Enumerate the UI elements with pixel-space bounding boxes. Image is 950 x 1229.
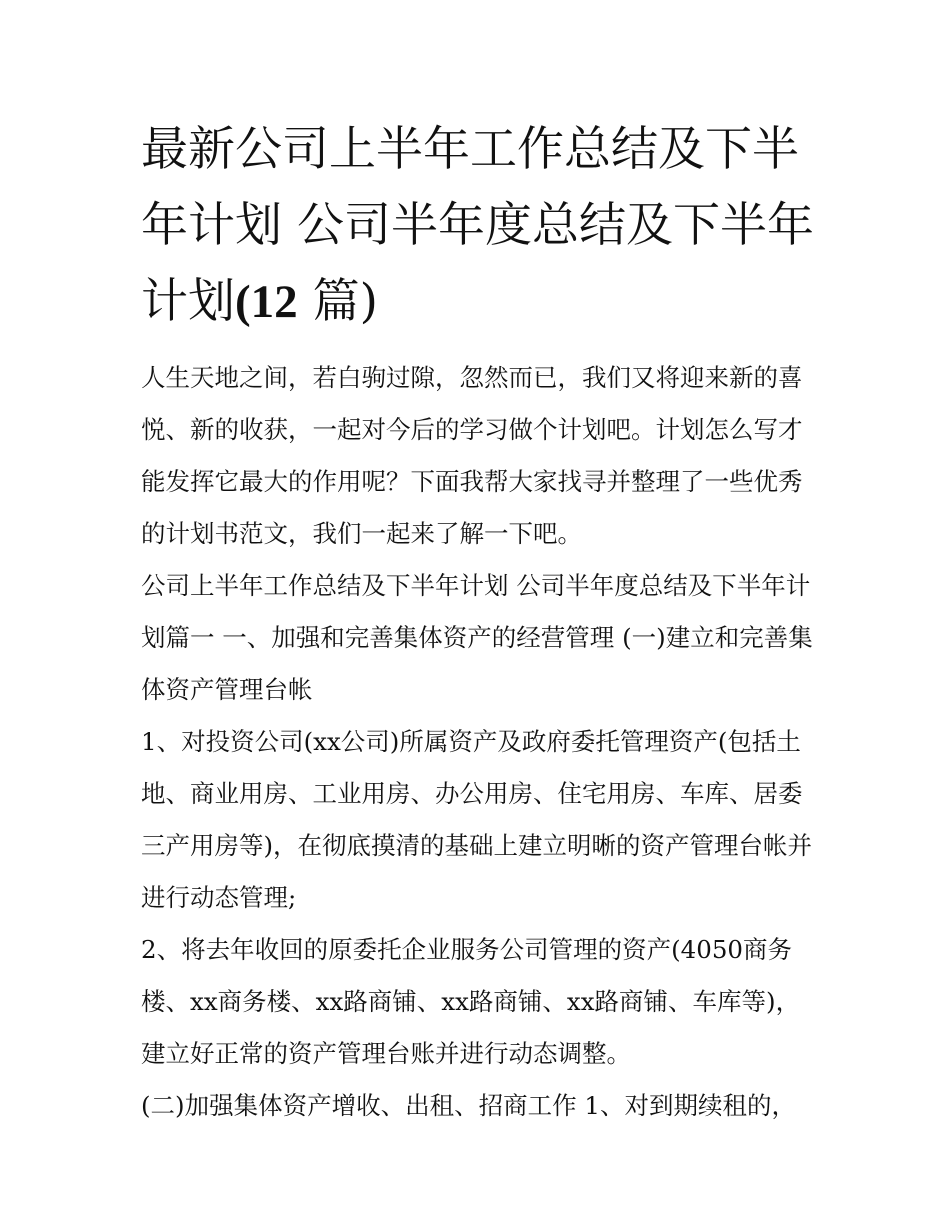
document-title	[141, 112, 821, 340]
title-suffix: 篇)	[297, 274, 378, 329]
section-heading-paragraph: 公司上半年工作总结及下半年计划 公司半年度总结及下半年计划篇一 一、加强和完善集体资产的经营管理 (一)建立和完善集体资产管理台帐	[141, 571, 813, 704]
title-count: (12	[235, 276, 298, 328]
item-2-paragraph: 2、将去年收回的原委托企业服务公司管理的资产(4050商务楼、xx商务楼、xx路商铺、xx路商铺、xx路商铺、车库等)，建立好正常的资产管理台账并进行动态调整。	[141, 935, 801, 1068]
document-content	[141, 112, 821, 1132]
document-body	[141, 352, 821, 1132]
title-text: 最新公司上半年工作总结及下半年计划 公司半年度总结及下半年计划	[141, 122, 814, 329]
intro-paragraph: 人生天地之间，若白驹过隙，忽然而已，我们又将迎来新的喜悦、新的收获，一起对今后的学习做个计划吧。计划怎么写才能发挥它最大的作用呢？下面我帮大家找寻并整理了一些优秀的计划书范文，我们一起来了解一下吧。	[141, 363, 803, 548]
item-1-paragraph: 1、对投资公司(xx公司)所属资产及政府委托管理资产(包括土地、商业用房、工业用房、办公用房、住宅用房、车库、居委三产用房等)，在彻底摸清的基础上建立明晰的资产管理台帐并进行动态管理;	[141, 727, 813, 912]
subsection-2-paragraph: (二)加强集体资产增收、出租、招商工作 1、对到期续租的，	[141, 1091, 796, 1120]
